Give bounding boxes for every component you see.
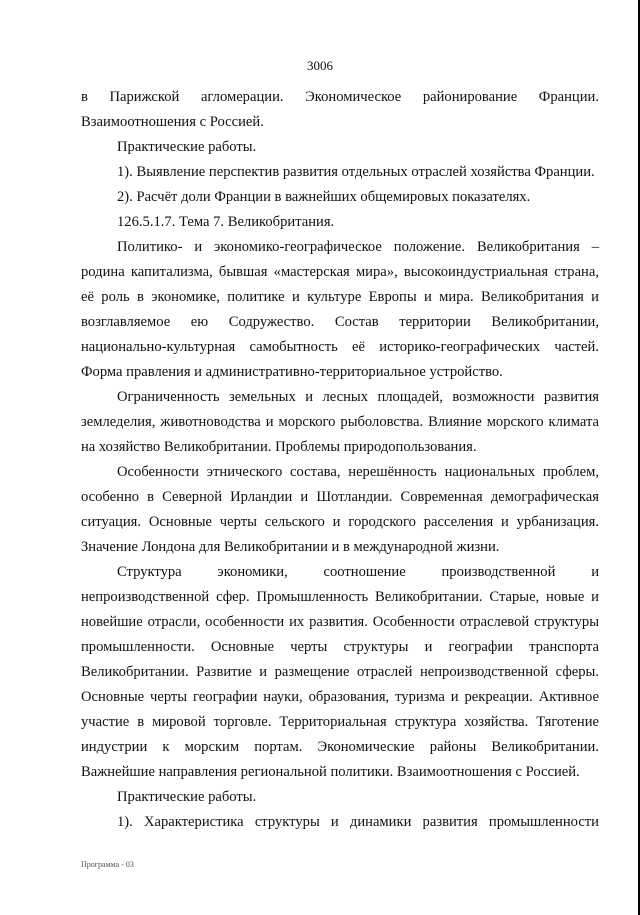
paragraph-1: в Парижской агломерации. Экономическое районирование Франции. [81,89,599,105]
paragraph-4: 1). Выявление перспектив развития отдельных отраслей хозяйства Франции. [117,164,595,180]
paragraph-12: 1). Характеристика структуры и динамики развития промышленности [117,814,599,830]
page-number: 3006 [307,58,333,73]
paragraph-6: 126.5.1.7. Тема 7. Великобритания. [117,214,335,230]
document-body [81,85,599,835]
paragraph-11: Практические работы. [117,789,257,805]
paragraph-3: Практические работы. [117,139,257,155]
paragraph-2: Взаимоотношения с Россией. [81,114,264,130]
paragraph-9: Особенности этнического состава, нерешённость национальных проблем, особенно в Северной Ирландии и Шотландии. Современная демографическая ситуация. Основные черты сельского и городского расселения и урбанизация. Значение Лондона для Великобритании и в международной жизни. [81,464,599,555]
paragraph-8: Ограниченность земельных и лесных площадей, возможности развития земледелия, животноводства и морского рыболовства. Влияние морского климата на хозяйство Великобритании. Проблемы природопользования. [81,389,599,455]
paragraph-10: Структура экономики, соотношение производственной и непроизводственной сфер. Промышленность Великобритании. Старые, новые и новейшие отрасли, особенности их развития. Особенности отраслевой структуры промышленности. Основные черты структуры и географии транспорта Великобритании. Развитие и размещение отраслей непроизводственной сферы. Основные черты географии науки, образования, туризма и рекреации. Активное участие в мировой торговле. Территориальная структура хозяйства. Тяготение индустрии к морским портам. Экономические районы Великобритании. Важнейшие направления региональной политики. Взаимоотношения с Россией. [81,564,599,780]
footer-note: Программа - 03 [81,860,134,869]
paragraph-5: 2). Расчёт доли Франции в важнейших общемировых показателях. [117,189,531,205]
paragraph-7: Политико- и экономико-географическое положение. Великобритания – родина капитализма, бывшая «мастерская мира», высокоиндустриальная страна, её роль в экономике, политике и культуре Европы и мира. Великобритания и возглавляемое ею Содружество. Состав территории Великобритании, национально-культурная самобытность её историко-географических частей. Форма правления и административно-территориальное устройство. [81,239,599,380]
